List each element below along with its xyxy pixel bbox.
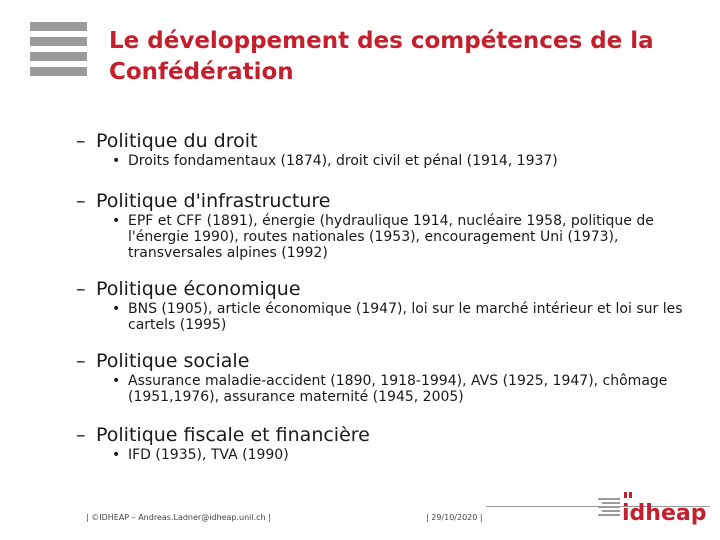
idheap-logo bbox=[598, 490, 707, 526]
footer-date: | 29/10/2020 | bbox=[426, 513, 483, 522]
section-heading: – Politique sociale bbox=[76, 350, 250, 372]
section-politique-economique bbox=[76, 278, 716, 333]
section-politique-sociale bbox=[76, 350, 716, 405]
section-politique-fiscale bbox=[76, 424, 716, 463]
section-politique-infrastructure bbox=[76, 190, 716, 261]
section-heading: – Politique fiscale et financière bbox=[76, 424, 370, 446]
section-heading: – Politique du droit bbox=[76, 130, 258, 152]
section-heading: – Politique d'infrastructure bbox=[76, 190, 331, 212]
section-bullet: • Assurance maladie-accident (1890, 1918-1994), AVS (1925, 1947), chômage (1951,1976), assurance maternité (1945, 2005) bbox=[112, 373, 668, 405]
brand-text: idheap bbox=[622, 501, 707, 526]
slide-title: Le développement des compétences de la Confédération bbox=[109, 28, 654, 85]
section-bullet: • Droits fondamentaux (1874), droit civil et pénal (1914, 1937) bbox=[112, 153, 558, 169]
section-bullet: • IFD (1935), TVA (1990) bbox=[112, 447, 289, 463]
section-heading: – Politique économique bbox=[76, 278, 301, 300]
section-bullet: • EPF et CFF (1891), énergie (hydraulique 1914, nucléaire 1958, politique de l'énergie 1990), routes nationales (1953), encouragement Uni (1973), transversales alpines (1992) bbox=[112, 213, 654, 261]
section-bullet: • BNS (1905), article économique (1947), loi sur le marché intérieur et loi sur les cartels (1995) bbox=[112, 301, 683, 333]
footer-copyright: | ©IDHEAP – Andreas.Ladner@idheap.unil.ch | bbox=[86, 513, 271, 522]
section-politique-du-droit bbox=[76, 130, 716, 169]
